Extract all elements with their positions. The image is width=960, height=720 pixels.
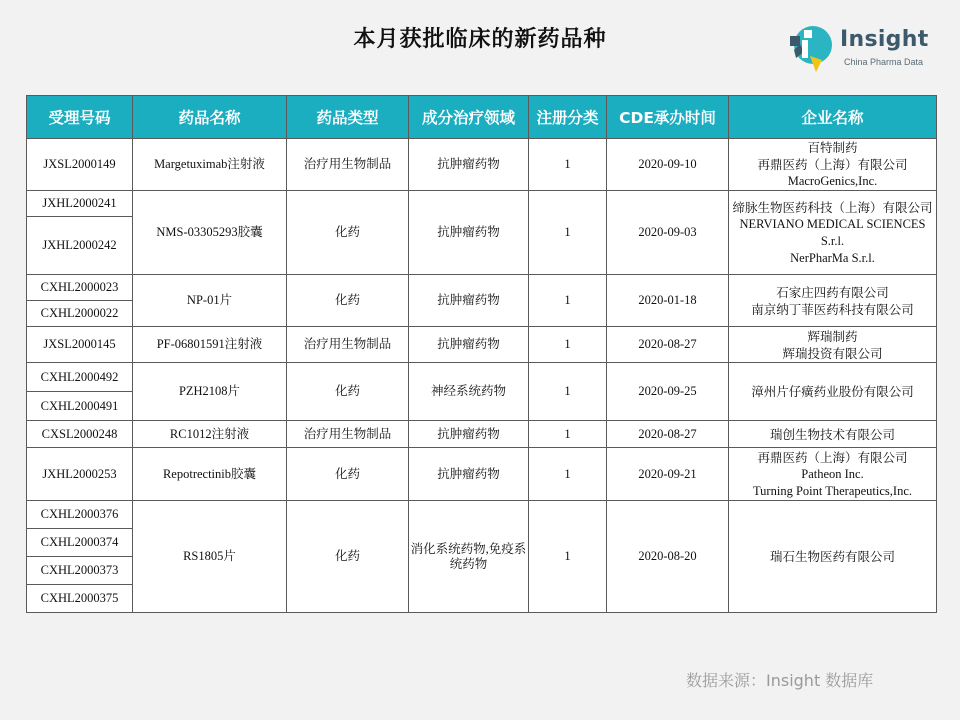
source-note: 数据来源：Insight 数据库 — [686, 671, 874, 690]
cell-drug-type: 治疗用生物制品 — [287, 327, 409, 363]
cell-drug-type: 化药 — [287, 191, 409, 275]
cell-drug-name: RS1805片 — [133, 501, 287, 613]
cell-reg-class: 1 — [529, 448, 607, 501]
cell-therapy-area: 抗肿瘤药物 — [409, 327, 529, 363]
company-name: Turning Point Therapeutics,Inc. — [752, 483, 912, 498]
cell-accept-no: CXHL2000492 — [27, 363, 133, 392]
cell-reg-class: 1 — [529, 327, 607, 363]
cell-accept-no: JXSL2000145 — [27, 327, 133, 363]
table-row — [27, 501, 937, 529]
cell-accept-no: JXHL2000242 — [27, 217, 133, 275]
cell-company — [729, 448, 937, 501]
cell-company — [729, 501, 937, 613]
cell-drug-type: 治疗用生物制品 — [287, 139, 409, 191]
header-therapy-area: 成分治疗领域 — [409, 96, 529, 139]
table-row — [27, 448, 937, 501]
cell-cde-time: 2020-09-10 — [607, 139, 729, 191]
table-row — [27, 191, 937, 217]
cell-cde-time: 2020-09-03 — [607, 191, 729, 275]
cell-reg-class: 1 — [529, 275, 607, 327]
table-row — [27, 327, 937, 363]
cell-accept-no: CXSL2000248 — [27, 421, 133, 448]
company-name: NERVIANO MEDICAL SCIENCES S.r.l. — [739, 216, 926, 248]
company-name: 再鼎医药（上海）有限公司 — [757, 449, 908, 465]
cell-reg-class: 1 — [529, 421, 607, 448]
cell-reg-class: 1 — [529, 139, 607, 191]
cell-company — [729, 327, 937, 363]
cell-drug-type: 化药 — [287, 448, 409, 501]
cell-drug-name: NP-01片 — [133, 275, 287, 327]
company-name: 再鼎医药（上海）有限公司 — [757, 157, 908, 172]
cell-cde-time: 2020-08-20 — [607, 501, 729, 613]
cell-therapy-area: 消化系统药物,免疫系统药物 — [409, 501, 529, 613]
cell-accept-no: CXHL2000491 — [27, 392, 133, 421]
company-name: 辉瑞制药 — [807, 328, 858, 344]
logo-subtitle: China Pharma Data — [844, 57, 924, 67]
cell-drug-type: 化药 — [287, 501, 409, 613]
insight-logo — [786, 22, 936, 74]
company-name: 缔脉生物医药科技（上海）有限公司 — [732, 199, 933, 215]
cell-reg-class: 1 — [529, 363, 607, 421]
cell-therapy-area: 抗肿瘤药物 — [409, 139, 529, 191]
company-name: 石家庄四药有限公司 — [776, 284, 889, 300]
header-accept-no: 受理号码 — [27, 96, 133, 139]
company-name: 辉瑞投资有限公司 — [782, 345, 883, 361]
cell-drug-name: RC1012注射液 — [133, 421, 287, 448]
cell-drug-type: 化药 — [287, 363, 409, 421]
cell-drug-type: 治疗用生物制品 — [287, 421, 409, 448]
cell-accept-no: CXHL2000376 — [27, 501, 133, 529]
cell-accept-no: CXHL2000373 — [27, 557, 133, 585]
company-name: 南京纳丁菲医药科技有限公司 — [751, 301, 914, 317]
cell-drug-name: Repotrectinib胶囊 — [133, 448, 287, 501]
cell-accept-no: CXHL2000023 — [27, 275, 133, 301]
company-name: Patheon Inc. — [801, 466, 864, 481]
cell-company — [729, 421, 937, 448]
cell-company — [729, 363, 937, 421]
cell-therapy-area: 抗肿瘤药物 — [409, 421, 529, 448]
cell-accept-no: JXSL2000149 — [27, 139, 133, 191]
logo-name: Insight — [840, 27, 929, 52]
cell-cde-time: 2020-08-27 — [607, 327, 729, 363]
company-name: NerPharMa S.r.l. — [790, 250, 875, 265]
cell-accept-no: JXHL2000253 — [27, 448, 133, 501]
cell-company — [729, 139, 937, 191]
table-row — [27, 275, 937, 301]
cell-drug-type: 化药 — [287, 275, 409, 327]
cell-company — [729, 191, 937, 275]
drug-table — [26, 95, 937, 613]
cell-therapy-area: 抗肿瘤药物 — [409, 448, 529, 501]
table-row — [27, 421, 937, 448]
table-row — [27, 139, 937, 191]
header-drug-type: 药品类型 — [287, 96, 409, 139]
cell-accept-no: JXHL2000241 — [27, 191, 133, 217]
cell-therapy-area: 神经系统药物 — [409, 363, 529, 421]
cell-cde-time: 2020-01-18 — [607, 275, 729, 327]
insight-logo-icon — [786, 22, 834, 74]
cell-therapy-area: 抗肿瘤药物 — [409, 191, 529, 275]
header-reg-class: 注册分类 — [529, 96, 607, 139]
table-body — [27, 139, 937, 613]
cell-accept-no: CXHL2000374 — [27, 529, 133, 557]
company-name: 瑞石生物医药有限公司 — [769, 549, 895, 564]
header-cde-time: CDE承办时间 — [607, 96, 729, 139]
cell-reg-class: 1 — [529, 501, 607, 613]
table-header-row — [27, 96, 937, 139]
cell-therapy-area: 抗肿瘤药物 — [409, 275, 529, 327]
cell-cde-time: 2020-08-27 — [607, 421, 729, 448]
cell-reg-class: 1 — [529, 191, 607, 275]
cell-drug-name: PZH2108片 — [133, 363, 287, 421]
cell-accept-no: CXHL2000022 — [27, 301, 133, 327]
page-title: 本月获批临床的新药品种 — [353, 27, 607, 52]
company-name: 瑞创生物技术有限公司 — [769, 426, 895, 442]
cell-drug-name: Margetuximab注射液 — [133, 139, 287, 191]
cell-drug-name: NMS-03305293胶囊 — [133, 191, 287, 275]
cell-company — [729, 275, 937, 327]
cell-accept-no: CXHL2000375 — [27, 585, 133, 613]
cell-cde-time: 2020-09-25 — [607, 363, 729, 421]
cell-drug-name: PF-06801591注射液 — [133, 327, 287, 363]
table-row — [27, 363, 937, 392]
company-name: 百特制药 — [807, 140, 858, 155]
cell-cde-time: 2020-09-21 — [607, 448, 729, 501]
company-name: MacroGenics,Inc. — [787, 174, 878, 188]
header-company: 企业名称 — [729, 96, 937, 139]
company-name: 漳州片仔癀药业股份有限公司 — [751, 384, 914, 399]
header-drug-name: 药品名称 — [133, 96, 287, 139]
